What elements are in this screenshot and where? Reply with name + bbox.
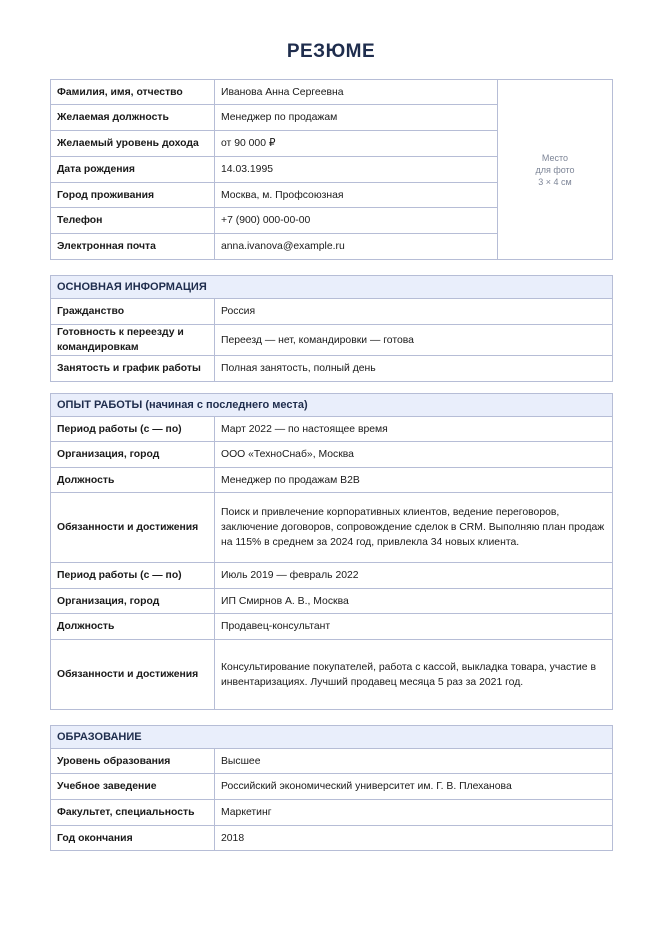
photo-line-1: Место	[541, 152, 569, 163]
institution-label: Учебное заведение	[51, 774, 215, 800]
full-name-label: Фамилия, имя, отчество	[51, 80, 215, 105]
period-label: Период работы (с — по)	[51, 417, 215, 442]
period-value: Июль 2019 — февраль 2022	[215, 563, 613, 589]
organization-value: ООО «ТехноСнаб», Москва	[215, 442, 613, 468]
table-row	[51, 640, 613, 710]
faculty-value: Маркетинг	[215, 800, 613, 826]
photo-line-3: 3 × 4 см	[538, 176, 572, 187]
birth-date-label: Дата рождения	[51, 157, 215, 183]
faculty-label: Факультет, специальность	[51, 800, 215, 826]
photo-line-2: для фото	[535, 164, 575, 175]
relocation-value: Переезд — нет, командировки — готова	[215, 325, 613, 356]
duties-label: Обязанности и достижения	[51, 640, 215, 710]
organization-value: ИП Смирнов А. В., Москва	[215, 589, 613, 614]
table-row	[51, 589, 613, 614]
graduation-year-label: Год окончания	[51, 826, 215, 851]
photo-placeholder	[498, 80, 613, 260]
city-value: Москва, м. Профсоюзная	[215, 183, 498, 208]
table-row	[51, 493, 613, 563]
desired-position-label: Желаемая должность	[51, 105, 215, 131]
relocation-label: Готовность к переезду и командировкам	[51, 325, 215, 356]
resume-title: РЕЗЮМЕ	[286, 41, 376, 62]
position-value: Менеджер по продажам B2B	[215, 468, 613, 493]
table-row	[51, 614, 613, 640]
period-label: Период работы (с — по)	[51, 563, 215, 589]
phone-label: Телефон	[51, 208, 215, 234]
employment-value: Полная занятость, полный день	[215, 356, 613, 382]
desired-income-value: от 90 000 ₽	[215, 131, 498, 157]
education-header: ОБРАЗОВАНИЕ	[51, 726, 613, 749]
full-name-value: Иванова Анна Сергеевна	[215, 80, 498, 105]
institution-value: Российский экономический университет им. Г. В. Плеханова	[215, 774, 613, 800]
education-level-label: Уровень образования	[51, 749, 215, 774]
duties-label: Обязанности и достижения	[51, 493, 215, 563]
citizenship-label: Гражданство	[51, 299, 215, 325]
organization-label: Организация, город	[51, 589, 215, 614]
position-label: Должность	[51, 614, 215, 640]
phone-value: +7 (900) 000-00-00	[215, 208, 498, 234]
basic-info-table	[50, 275, 613, 382]
table-row	[51, 563, 613, 589]
citizenship-value: Россия	[215, 299, 613, 325]
period-value: Март 2022 — по настоящее время	[215, 417, 613, 442]
education-level-value: Высшее	[215, 749, 613, 774]
basic-info-header: ОСНОВНАЯ ИНФОРМАЦИЯ	[51, 276, 613, 299]
email-value: anna.ivanova@example.ru	[215, 234, 498, 260]
organization-label: Организация, город	[51, 442, 215, 468]
position-value: Продавец-консультант	[215, 614, 613, 640]
education-table	[50, 725, 613, 851]
birth-date-value: 14.03.1995	[215, 157, 498, 183]
duties-value: Поиск и привлечение корпоративных клиентов, ведение переговоров, заключение договоров, сопровождение сделок в CRM. Выполняю план продаж на 115% в среднем за 2024 год, привлекла 34 новых клиента.	[215, 493, 613, 563]
table-row	[51, 417, 613, 442]
desired-position-value: Менеджер по продажам	[215, 105, 498, 131]
personal-info-table	[50, 79, 613, 260]
city-label: Город проживания	[51, 183, 215, 208]
graduation-year-value: 2018	[215, 826, 613, 851]
table-row	[51, 468, 613, 493]
experience-header: ОПЫТ РАБОТЫ (начиная с последнего места)	[51, 394, 613, 417]
duties-value: Консультирование покупателей, работа с кассой, выкладка товара, участие в инвентаризациях. Лучший продавец месяца 5 раз за 2021 год.	[215, 640, 613, 710]
desired-income-label: Желаемый уровень дохода	[51, 131, 215, 157]
work-experience-table	[50, 393, 613, 710]
table-row	[51, 442, 613, 468]
email-label: Электронная почта	[51, 234, 215, 260]
position-label: Должность	[51, 468, 215, 493]
employment-label: Занятость и график работы	[51, 356, 215, 382]
